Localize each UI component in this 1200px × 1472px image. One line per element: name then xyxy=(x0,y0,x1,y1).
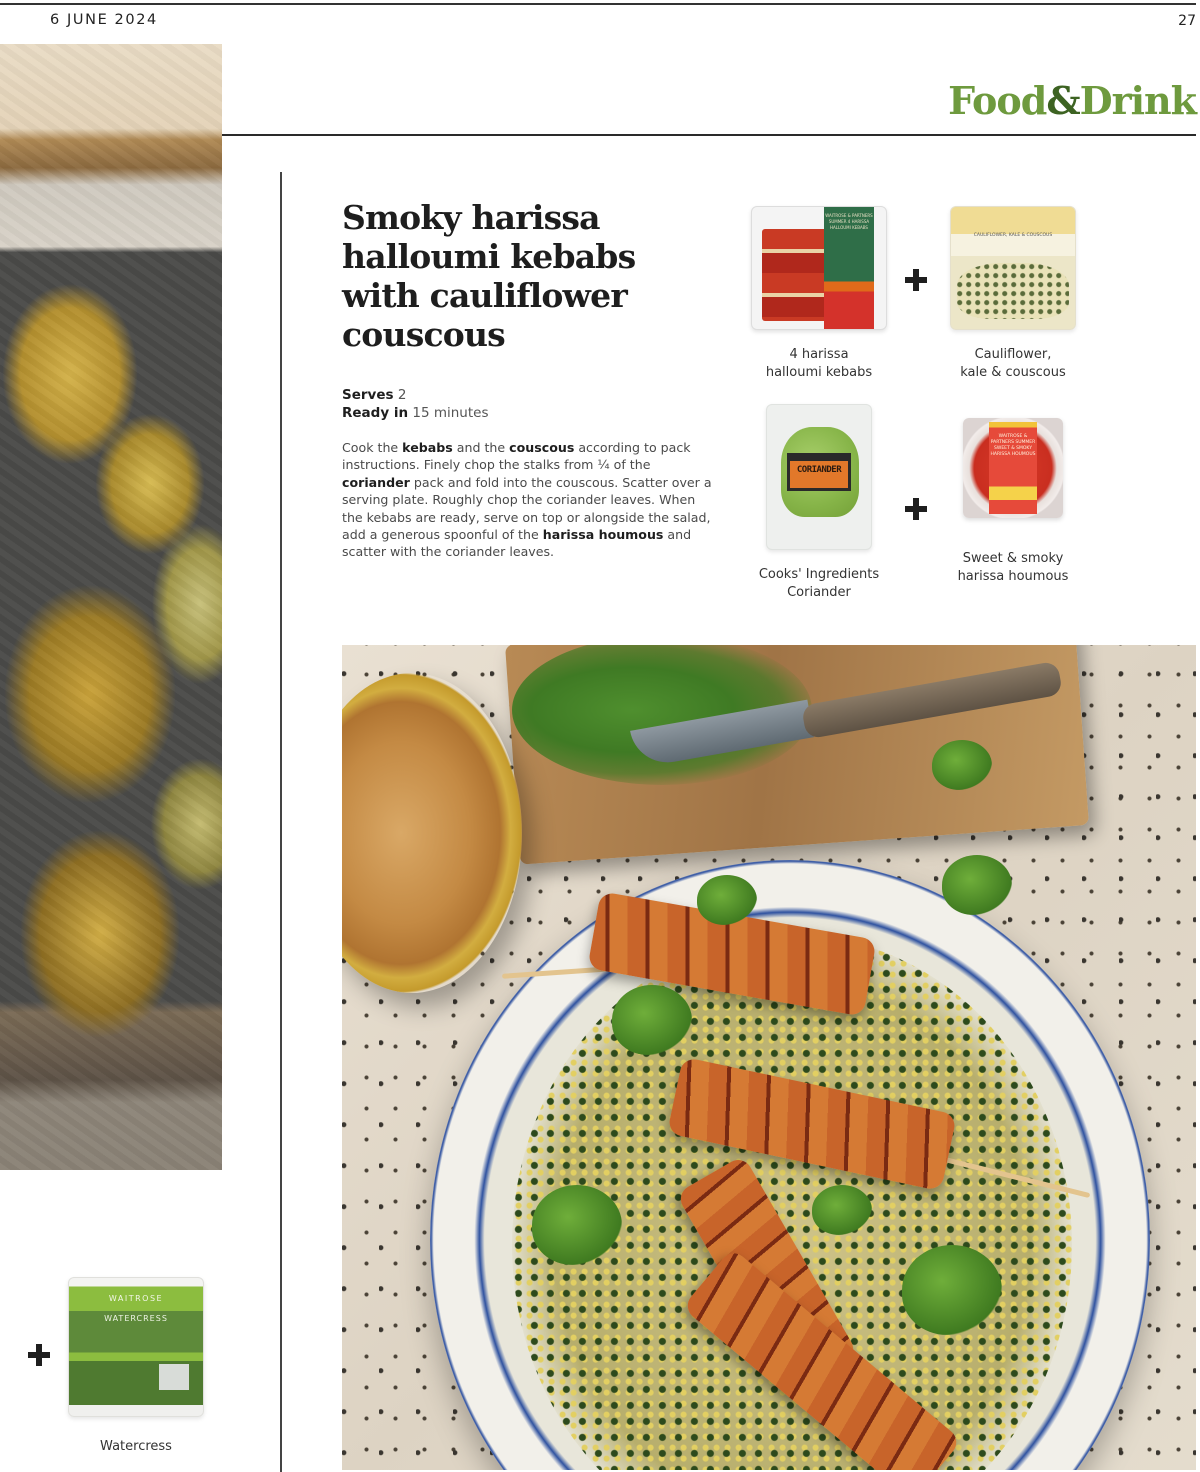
product-label-line: Watercress xyxy=(100,1439,172,1454)
watercress-pack-sticker xyxy=(159,1364,189,1390)
column-divider xyxy=(280,172,282,1472)
method-text: and the xyxy=(452,440,510,455)
watercress-pack-image xyxy=(68,1277,204,1417)
method-ingredient-houmous: harissa houmous xyxy=(542,527,664,543)
method-text: according to pack instructions. Finely chop the stalks from ¼ of the xyxy=(342,440,691,473)
product-couscous xyxy=(936,206,1090,382)
method-text: pack and fold into the couscous. Scatter over a serving plate. Roughly chop the coriander leaves. When the kebabs are ready, serve on top or alongside the salad, add a generous spoonful of the xyxy=(342,474,712,543)
product-coriander xyxy=(748,404,890,602)
recipe-title: Smoky harissa halloumi kebabs with cauliflower couscous xyxy=(342,198,636,354)
method-text: and scatter with the coriander leaves. xyxy=(342,527,692,560)
product-label-line: harissa houmous xyxy=(957,569,1069,584)
coriander-leaf xyxy=(697,875,757,925)
product-label-line: Coriander xyxy=(787,585,851,600)
product-label-line: Sweet & smoky xyxy=(962,551,1064,566)
product-label xyxy=(940,550,1086,586)
product-label-line: 4 harissa xyxy=(789,347,849,362)
product-label xyxy=(66,1438,206,1456)
product-kebabs xyxy=(738,206,900,382)
product-label-line: Cauliflower, xyxy=(974,347,1052,362)
kebabs-pack-food xyxy=(762,229,828,321)
plus-icon xyxy=(905,269,927,291)
section-rule xyxy=(222,134,1196,136)
coriander-pack-text: CORIANDER xyxy=(796,465,842,475)
couscous-pack-image xyxy=(950,206,1076,330)
recipe-meta xyxy=(342,386,489,422)
coriander-pack-image xyxy=(766,404,872,550)
plus-icon xyxy=(28,1344,50,1366)
houmous-bowl xyxy=(342,673,522,993)
couscous-pack-grains xyxy=(957,263,1069,319)
dish-photo xyxy=(342,645,1196,1470)
ready-line xyxy=(342,404,489,422)
watercress-pack-name: WATERCRESS xyxy=(104,1314,168,1323)
watercress-pack-brand: WAITROSE xyxy=(108,1294,164,1303)
product-label xyxy=(738,346,900,382)
method-ingredient-kebabs: kebabs xyxy=(402,440,453,455)
method-ingredient-coriander: coriander xyxy=(342,474,410,490)
page-number: 27 xyxy=(1178,13,1196,29)
product-label xyxy=(936,346,1090,382)
coriander-leaf xyxy=(812,1185,872,1235)
serves-line xyxy=(342,386,489,404)
product-label-line: kale & couscous xyxy=(960,365,1066,380)
coriander-leaf xyxy=(942,855,1012,915)
kebabs-pack-text: WAITROSE & PARTNERS SUMMER 4 HARISSA HALLOUMI KEBABS xyxy=(825,213,873,230)
section-title xyxy=(948,78,1196,123)
serves-label: Serves xyxy=(342,387,394,403)
coriander-leaf xyxy=(532,1185,622,1265)
product-label xyxy=(748,566,890,602)
issue-date: 6 JUNE 2024 xyxy=(50,12,158,28)
product-label-line: halloumi kebabs xyxy=(765,365,873,380)
houmous-tub-image xyxy=(963,418,1063,518)
kebabs-pack-image xyxy=(751,206,887,330)
ready-label: Ready in xyxy=(342,405,409,421)
potatoes-photo xyxy=(0,44,222,1170)
product-watercress xyxy=(66,1277,206,1456)
recipe-method xyxy=(342,439,714,561)
serves-value: 2 xyxy=(397,387,407,403)
coriander-leaf xyxy=(902,1245,1002,1335)
coriander-leaf xyxy=(932,740,992,790)
section-title-food: Food xyxy=(948,78,1047,123)
houmous-tub-text: WAITROSE & PARTNERS SUMMER SWEET & SMOKY HARISSA HOUMOUS xyxy=(990,434,1036,457)
section-title-drink: Drink xyxy=(1079,78,1196,123)
couscous-pack-text: CAULIFLOWER, KALE & COUSCOUS xyxy=(973,233,1053,238)
header-rule xyxy=(0,3,1196,5)
section-title-ampersand: & xyxy=(1046,78,1080,123)
product-houmous xyxy=(940,418,1086,586)
coriander-leaf xyxy=(612,985,692,1055)
method-text: Cook the xyxy=(342,440,403,455)
photo-texture xyxy=(0,44,222,1170)
ready-value: 15 minutes xyxy=(412,405,489,421)
plus-icon xyxy=(905,498,927,520)
method-ingredient-couscous: couscous xyxy=(509,440,575,455)
product-label-line: Cooks' Ingredients xyxy=(758,567,880,582)
